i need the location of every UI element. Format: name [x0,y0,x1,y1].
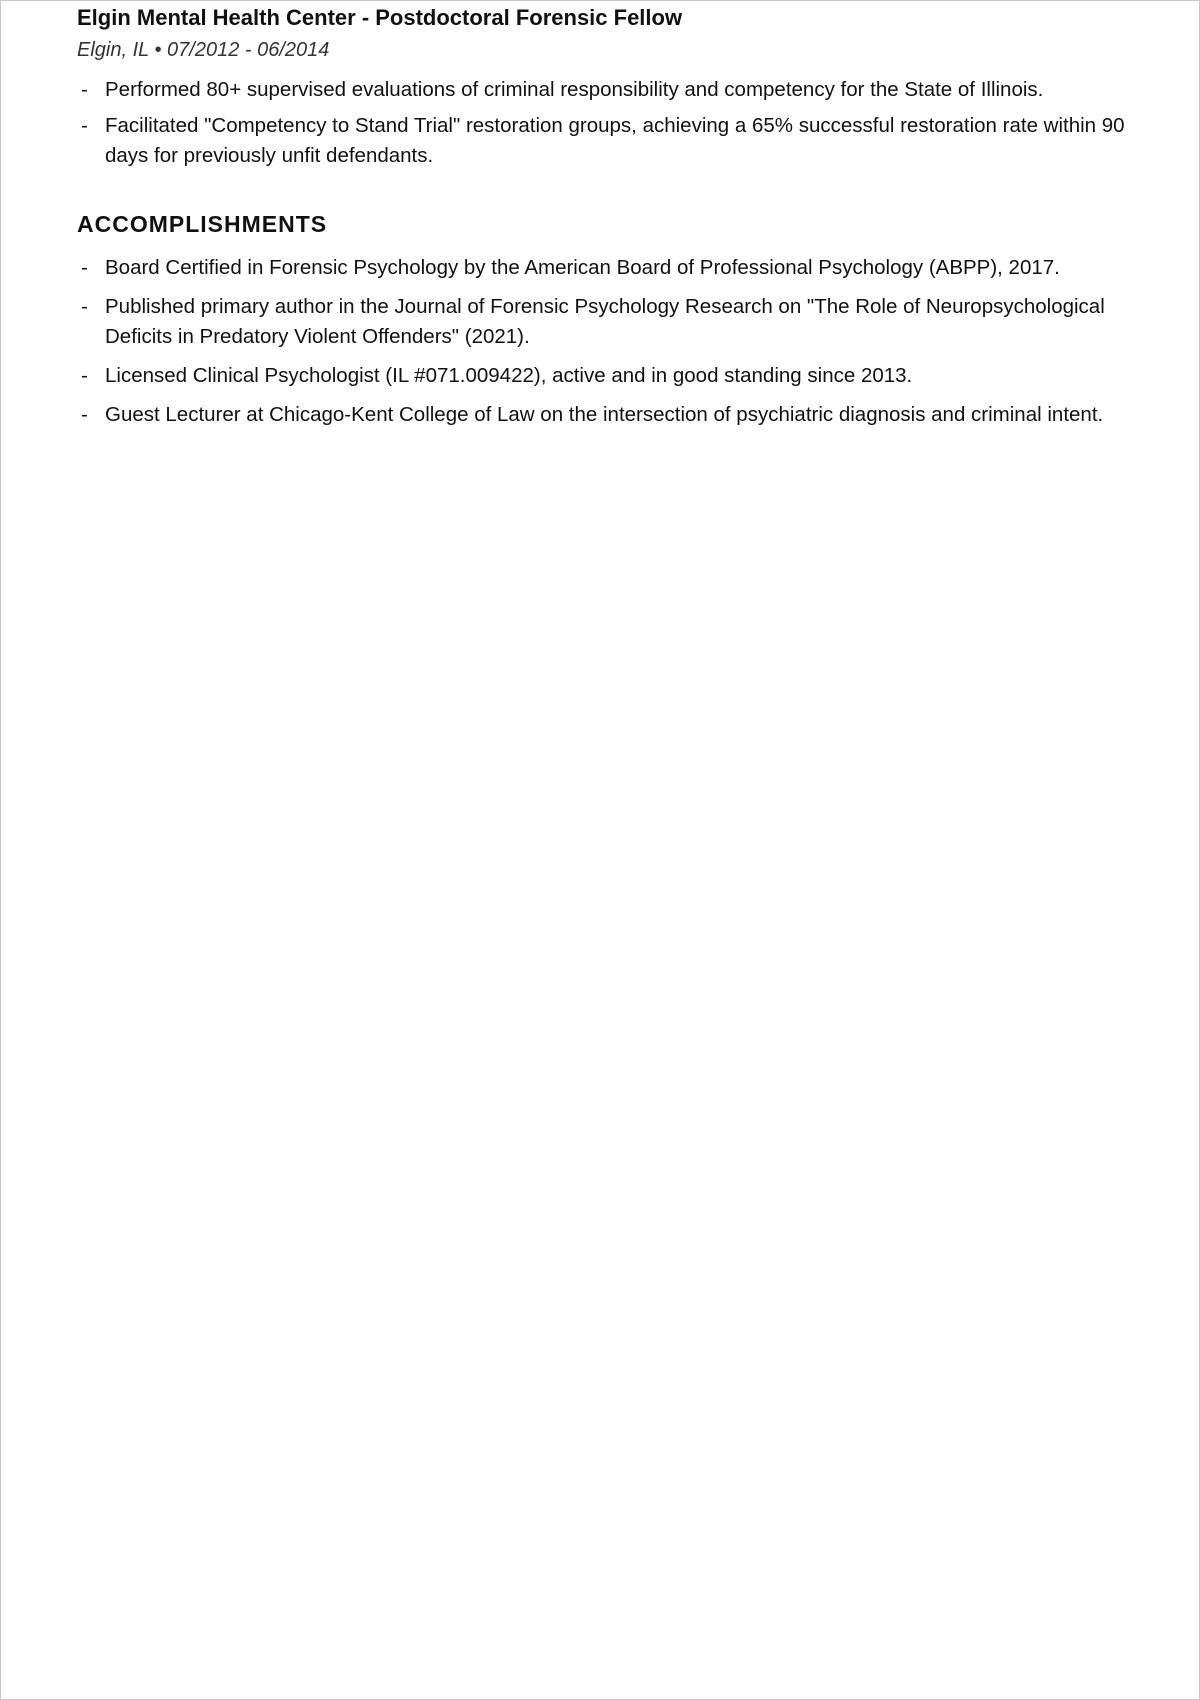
experience-entry [77,3,1127,171]
section-heading: ACCOMPLISHMENTS [77,211,328,237]
resume-content [77,3,1127,439]
experience-bullets [77,75,1127,171]
bullet-text: Facilitated "Competency to Stand Trial" restoration groups, achieving a 65% successful restoration rate within 90 days for previously unfit defendants. [105,114,1125,167]
bullet-dash: - [81,403,88,426]
accomplishments-list [77,253,1127,430]
bullet-dash: - [81,256,88,279]
bullet-text: Performed 80+ supervised evaluations of criminal responsibility and competency for the State of Illinois. [105,78,1044,101]
list-item [77,400,1127,430]
bullet-text: Licensed Clinical Psychologist (IL #071.009422), active and in good standing since 2013. [105,364,913,387]
bullet-text: Board Certified in Forensic Psychology by the American Board of Professional Psychology (ABPP), 2017. [105,256,1060,279]
list-item [77,111,1127,171]
list-item [77,253,1127,283]
job-location-dates: Elgin, IL • 07/2012 - 06/2014 [77,39,330,61]
bullet-dash: - [81,295,88,318]
job-title: Elgin Mental Health Center - Postdoctoral Forensic Fellow [77,5,683,30]
bullet-dash: - [81,364,88,387]
list-item [77,292,1127,352]
bullet-dash: - [81,114,88,137]
bullet-dash: - [81,78,88,101]
bullet-text: Published primary author in the Journal of Forensic Psychology Research on "The Role of Neuropsychological Deficits in Predatory Violent Offenders" (2021). [105,295,1105,348]
list-item [77,361,1127,391]
bullet-text: Guest Lecturer at Chicago-Kent College of Law on the intersection of psychiatric diagnosis and criminal intent. [105,403,1104,426]
list-item [77,75,1127,105]
accomplishments-section [77,209,1127,430]
